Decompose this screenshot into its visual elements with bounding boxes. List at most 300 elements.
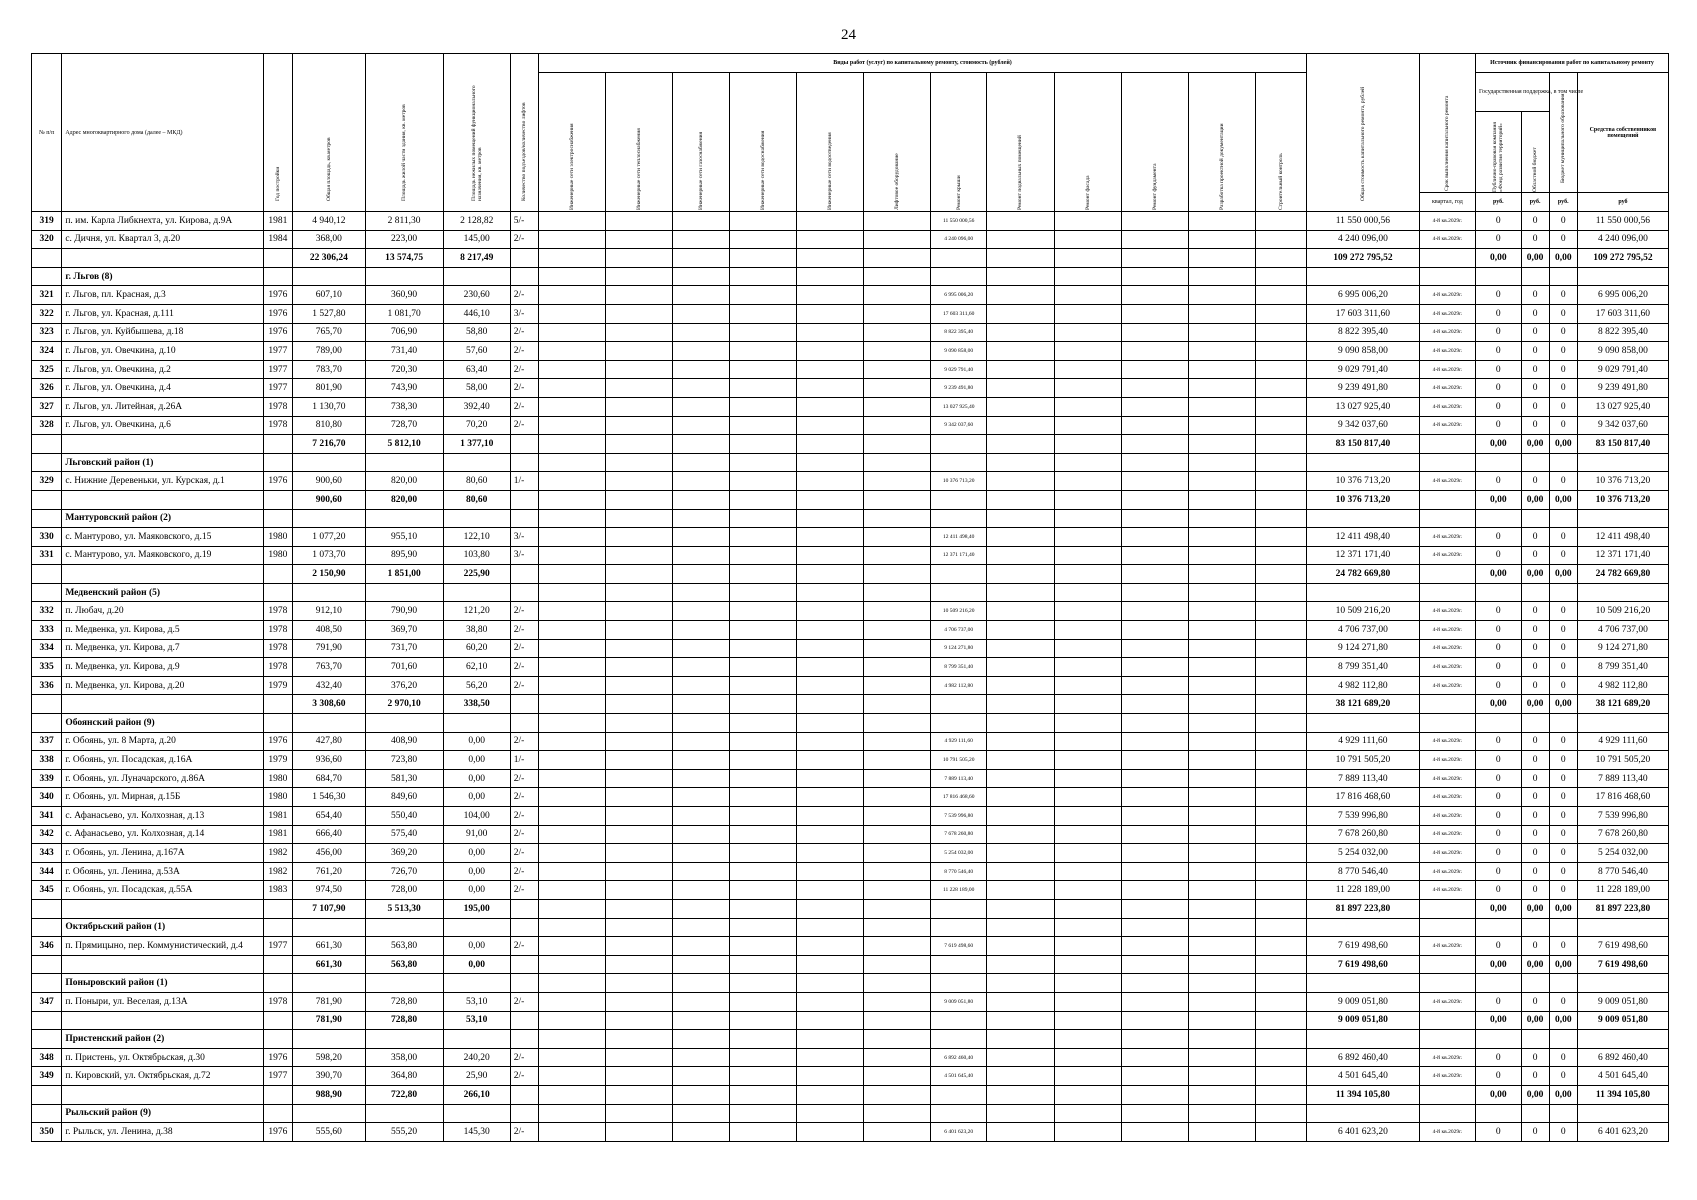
header-construction-control: Строительный контроль	[1278, 153, 1284, 210]
row-regional: 0	[1521, 881, 1549, 900]
row-nonresidential-area: 103,80	[443, 546, 510, 565]
row-floors: 2/-	[510, 807, 538, 826]
row-roof-cost: 4 982 112,80	[931, 676, 987, 695]
row-total-cost: 8 799 351,40	[1307, 658, 1420, 677]
group-row	[32, 918, 1669, 937]
row-municipal: 0	[1549, 862, 1577, 881]
subtotal-owners: 83 150 817,40	[1577, 435, 1668, 454]
row-regional: 0	[1521, 546, 1549, 565]
row-address: с. Афанасьево, ул. Колхозная, д.14	[62, 825, 263, 844]
row-total-cost: 17 816 468,60	[1307, 788, 1420, 807]
row-number: 329	[32, 472, 62, 491]
row-nonresidential-area: 0,00	[443, 732, 510, 751]
subtotal-row	[32, 899, 1669, 918]
row-roof-cost: 7 889 113,40	[931, 769, 987, 788]
row-fund: 0	[1476, 212, 1521, 231]
row-deadline: 4-й кв.2029г.	[1419, 342, 1475, 361]
subtotal-regional: 0,00	[1521, 490, 1549, 509]
row-municipal: 0	[1549, 732, 1577, 751]
row-total-area: 781,90	[293, 992, 366, 1011]
row-total-cost: 8 770 546,40	[1307, 862, 1420, 881]
row-regional: 0	[1521, 416, 1549, 435]
row-address: п. Поныри, ул. Веселая, д.13А	[62, 992, 263, 1011]
row-municipal: 0	[1549, 304, 1577, 323]
row-year: 1977	[263, 379, 292, 398]
header-facade: Ремонт фасада	[1084, 175, 1091, 210]
row-number: 338	[32, 751, 62, 770]
row-total-cost: 6 995 006,20	[1307, 286, 1420, 305]
row-municipal: 0	[1549, 286, 1577, 305]
row-fund: 0	[1476, 1048, 1521, 1067]
row-fund: 0	[1476, 992, 1521, 1011]
row-nonresidential-area: 0,00	[443, 862, 510, 881]
row-regional: 0	[1521, 769, 1549, 788]
row-floors: 2/-	[510, 825, 538, 844]
table-row	[32, 1067, 1669, 1086]
row-owners: 6 401 623,20	[1577, 1123, 1668, 1142]
row-number: 343	[32, 844, 62, 863]
subtotal-fund: 0,00	[1476, 1085, 1521, 1104]
row-number: 340	[32, 788, 62, 807]
row-floors: 2/-	[510, 286, 538, 305]
subtotal-residential-area: 5 812,10	[365, 435, 443, 454]
row-total-cost: 10 376 713,20	[1307, 472, 1420, 491]
row-floors: 2/-	[510, 1067, 538, 1086]
row-fund: 0	[1476, 658, 1521, 677]
row-total-area: 408,50	[293, 621, 366, 640]
subtotal-owners: 11 394 105,80	[1577, 1085, 1668, 1104]
row-owners: 9 009 051,80	[1577, 992, 1668, 1011]
subtotal-nonresidential-area: 195,00	[443, 899, 510, 918]
row-municipal: 0	[1549, 751, 1577, 770]
row-floors: 3/-	[510, 528, 538, 547]
row-municipal: 0	[1549, 639, 1577, 658]
row-residential-area: 790,90	[365, 602, 443, 621]
row-address: г. Обоянь, ул. Ленина, д.167А	[62, 844, 263, 863]
row-address: с. Мантурово, ул. Маяковского, д.19	[62, 546, 263, 565]
row-regional: 0	[1521, 379, 1549, 398]
row-deadline: 4-й кв.2029г.	[1419, 937, 1475, 956]
row-deadline: 4-й кв.2029г.	[1419, 360, 1475, 379]
group-label: Льговский район (1)	[62, 453, 263, 472]
row-floors: 2/-	[510, 230, 538, 249]
subtotal-total-area: 7 107,90	[293, 899, 366, 918]
row-floors: 2/-	[510, 788, 538, 807]
row-total-cost: 8 822 395,40	[1307, 323, 1420, 342]
subtotal-owners: 109 272 795,52	[1577, 249, 1668, 268]
row-floors: 2/-	[510, 881, 538, 900]
row-residential-area: 728,70	[365, 416, 443, 435]
row-year: 1978	[263, 992, 292, 1011]
subtotal-fund: 0,00	[1476, 899, 1521, 918]
row-deadline: 4-й кв.2029г.	[1419, 769, 1475, 788]
subtotal-cost: 9 009 051,80	[1307, 1011, 1420, 1030]
row-owners: 12 411 498,40	[1577, 528, 1668, 547]
row-deadline: 4-й кв.2029г.	[1419, 844, 1475, 863]
row-fund: 0	[1476, 286, 1521, 305]
row-floors: 2/-	[510, 602, 538, 621]
row-roof-cost: 12 371 171,40	[931, 546, 987, 565]
subtotal-municipal: 0,00	[1549, 695, 1577, 714]
row-owners: 17 603 311,60	[1577, 304, 1668, 323]
table-row	[32, 881, 1669, 900]
table-body	[32, 212, 1669, 1142]
row-number: 347	[32, 992, 62, 1011]
row-owners: 9 239 491,80	[1577, 379, 1668, 398]
row-total-cost: 12 371 171,40	[1307, 546, 1420, 565]
row-roof-cost: 9 009 051,80	[931, 992, 987, 1011]
group-row	[32, 1030, 1669, 1049]
subtotal-fund: 0,00	[1476, 490, 1521, 509]
row-deadline: 4-й кв.2029г.	[1419, 528, 1475, 547]
row-municipal: 0	[1549, 360, 1577, 379]
row-fund: 0	[1476, 862, 1521, 881]
subtotal-cost: 109 272 795,52	[1307, 249, 1420, 268]
subtotal-owners: 81 897 223,80	[1577, 899, 1668, 918]
row-year: 1978	[263, 397, 292, 416]
row-address: п. Пристень, ул. Октябрьская, д.30	[62, 1048, 263, 1067]
row-municipal: 0	[1549, 937, 1577, 956]
row-regional: 0	[1521, 639, 1549, 658]
header-unit-fund: руб.	[1476, 193, 1521, 212]
row-owners: 10 791 505,20	[1577, 751, 1668, 770]
row-address: г. Льгов, ул. Красная, д.111	[62, 304, 263, 323]
subtotal-fund: 0,00	[1476, 1011, 1521, 1030]
header-residential-area: Площадь жилой части здания, кв. метров	[401, 103, 408, 201]
row-total-area: 783,70	[293, 360, 366, 379]
row-number: 350	[32, 1123, 62, 1142]
subtotal-cost: 81 897 223,80	[1307, 899, 1420, 918]
row-nonresidential-area: 63,40	[443, 360, 510, 379]
row-total-area: 666,40	[293, 825, 366, 844]
table-row	[32, 844, 1669, 863]
row-municipal: 0	[1549, 602, 1577, 621]
row-roof-cost: 10 791 505,20	[931, 751, 987, 770]
row-total-area: 607,10	[293, 286, 366, 305]
row-fund: 0	[1476, 881, 1521, 900]
row-fund: 0	[1476, 397, 1521, 416]
row-municipal: 0	[1549, 416, 1577, 435]
row-residential-area: 738,30	[365, 397, 443, 416]
row-total-area: 432,40	[293, 676, 366, 695]
row-municipal: 0	[1549, 676, 1577, 695]
row-municipal: 0	[1549, 1048, 1577, 1067]
row-floors: 2/-	[510, 360, 538, 379]
header-total-area: Общая площадь, кв.метров	[325, 136, 332, 201]
row-total-cost: 6 401 623,20	[1307, 1123, 1420, 1142]
row-number: 335	[32, 658, 62, 677]
row-municipal: 0	[1549, 881, 1577, 900]
row-year: 1976	[263, 1048, 292, 1067]
row-nonresidential-area: 80,60	[443, 472, 510, 491]
row-deadline: 4-й кв.2029г.	[1419, 732, 1475, 751]
row-year: 1976	[263, 1123, 292, 1142]
row-deadline: 4-й кв.2029г.	[1419, 546, 1475, 565]
row-total-cost: 10 791 505,20	[1307, 751, 1420, 770]
table-row	[32, 212, 1669, 231]
row-fund: 0	[1476, 342, 1521, 361]
row-fund: 0	[1476, 230, 1521, 249]
row-residential-area: 720,30	[365, 360, 443, 379]
row-floors: 3/-	[510, 546, 538, 565]
row-nonresidential-area: 2 128,82	[443, 212, 510, 231]
table-row	[32, 528, 1669, 547]
row-number: 332	[32, 602, 62, 621]
row-owners: 11 550 000,56	[1577, 212, 1668, 231]
row-roof-cost: 8 822 395,40	[931, 323, 987, 342]
row-roof-cost: 6 401 623,20	[931, 1123, 987, 1142]
row-deadline: 4-й кв.2029г.	[1419, 1123, 1475, 1142]
row-floors: 2/-	[510, 639, 538, 658]
subtotal-regional: 0,00	[1521, 695, 1549, 714]
row-year: 1982	[263, 844, 292, 863]
row-floors: 2/-	[510, 323, 538, 342]
row-year: 1976	[263, 732, 292, 751]
table-row	[32, 1048, 1669, 1067]
row-deadline: 4-й кв.2029г.	[1419, 472, 1475, 491]
row-regional: 0	[1521, 1123, 1549, 1142]
row-year: 1981	[263, 212, 292, 231]
table-row	[32, 304, 1669, 323]
row-number: 349	[32, 1067, 62, 1086]
row-total-cost: 9 090 858,00	[1307, 342, 1420, 361]
table-row	[32, 769, 1669, 788]
row-year: 1979	[263, 751, 292, 770]
row-nonresidential-area: 446,10	[443, 304, 510, 323]
row-nonresidential-area: 0,00	[443, 751, 510, 770]
row-total-cost: 4 240 096,00	[1307, 230, 1420, 249]
row-roof-cost: 17 816 468,60	[931, 788, 987, 807]
row-floors: 2/-	[510, 397, 538, 416]
subtotal-municipal: 0,00	[1549, 249, 1577, 268]
row-deadline: 4-й кв.2029г.	[1419, 602, 1475, 621]
header-electric: Инженерные сети электроснабжения	[568, 123, 575, 210]
row-residential-area: 223,00	[365, 230, 443, 249]
row-total-cost: 10 509 216,20	[1307, 602, 1420, 621]
row-nonresidential-area: 57,60	[443, 342, 510, 361]
table-row	[32, 230, 1669, 249]
subtotal-row	[32, 490, 1669, 509]
table-row	[32, 807, 1669, 826]
row-regional: 0	[1521, 732, 1549, 751]
row-number: 342	[32, 825, 62, 844]
header-unit-owners: руб	[1577, 193, 1668, 212]
row-number: 322	[32, 304, 62, 323]
header-gov-support: Государственная поддержка, в том числе	[1476, 73, 1550, 112]
subtotal-total-area: 900,60	[293, 490, 366, 509]
subtotal-regional: 0,00	[1521, 249, 1549, 268]
row-regional: 0	[1521, 1048, 1549, 1067]
subtotal-nonresidential-area: 0,00	[443, 955, 510, 974]
subtotal-nonresidential-area: 53,10	[443, 1011, 510, 1030]
row-address: г. Обоянь, ул. Посадская, д.16А	[62, 751, 263, 770]
row-municipal: 0	[1549, 546, 1577, 565]
row-year: 1977	[263, 1067, 292, 1086]
row-owners: 4 706 737,00	[1577, 621, 1668, 640]
subtotal-municipal: 0,00	[1549, 435, 1577, 454]
row-total-area: 654,40	[293, 807, 366, 826]
row-deadline: 4-й кв.2029г.	[1419, 286, 1475, 305]
table-row	[32, 360, 1669, 379]
row-owners: 8 822 395,40	[1577, 323, 1668, 342]
subtotal-residential-area: 5 513,30	[365, 899, 443, 918]
header-total-cost: Общая стоимость капитального ремонта, рублей	[1359, 86, 1366, 201]
row-number: 339	[32, 769, 62, 788]
subtotal-owners: 38 121 689,20	[1577, 695, 1668, 714]
row-regional: 0	[1521, 342, 1549, 361]
subtotal-regional: 0,00	[1521, 565, 1549, 584]
row-address: г. Рыльск, ул. Ленина, д.38	[62, 1123, 263, 1142]
row-address: с. Нижние Деревеньки, ул. Курская, д.1	[62, 472, 263, 491]
row-owners: 4 501 645,40	[1577, 1067, 1668, 1086]
row-address: г. Льгов, ул. Литейная, д.26А	[62, 397, 263, 416]
row-floors: 3/-	[510, 304, 538, 323]
row-deadline: 4-й кв.2029г.	[1419, 230, 1475, 249]
table-row	[32, 342, 1669, 361]
row-regional: 0	[1521, 360, 1549, 379]
row-regional: 0	[1521, 844, 1549, 863]
row-total-area: 789,00	[293, 342, 366, 361]
table-row	[32, 992, 1669, 1011]
row-number: 321	[32, 286, 62, 305]
header-address: Адрес многоквартирного дома (далее – МКД)	[62, 54, 263, 212]
subtotal-row	[32, 1011, 1669, 1030]
row-total-cost: 11 228 189,00	[1307, 881, 1420, 900]
row-municipal: 0	[1549, 472, 1577, 491]
row-roof-cost: 10 376 713,20	[931, 472, 987, 491]
table-row	[32, 862, 1669, 881]
row-floors: 2/-	[510, 416, 538, 435]
header-municipal: Бюджет муниципального образования	[1560, 93, 1567, 183]
table-row	[32, 379, 1669, 398]
row-residential-area: 723,80	[365, 751, 443, 770]
row-floors: 2/-	[510, 1123, 538, 1142]
subtotal-municipal: 0,00	[1549, 899, 1577, 918]
row-municipal: 0	[1549, 212, 1577, 231]
row-address: г. Льгов, ул. Овечкина, д.10	[62, 342, 263, 361]
row-address: г. Обоянь, ул. Мирная, д.15Б	[62, 788, 263, 807]
row-fund: 0	[1476, 825, 1521, 844]
row-owners: 12 371 171,40	[1577, 546, 1668, 565]
header-fund: Публично-правовая компания «Фонд развития территорий»	[1492, 122, 1505, 192]
row-owners: 10 376 713,20	[1577, 472, 1668, 491]
header-regional: Областной бюджет	[1532, 147, 1539, 192]
row-residential-area: 731,40	[365, 342, 443, 361]
row-number: 324	[32, 342, 62, 361]
row-residential-area: 563,80	[365, 937, 443, 956]
row-nonresidential-area: 91,00	[443, 825, 510, 844]
header-gas: Инженерные сети газоснабжения	[697, 131, 704, 210]
row-year: 1980	[263, 546, 292, 565]
table-row	[32, 825, 1669, 844]
row-residential-area: 575,40	[365, 825, 443, 844]
header-foundation: Ремонт фундамента	[1151, 163, 1158, 210]
row-year: 1983	[263, 881, 292, 900]
header-design-docs: Разработка проектной документации	[1218, 123, 1225, 210]
row-number: 319	[32, 212, 62, 231]
row-fund: 0	[1476, 751, 1521, 770]
row-fund: 0	[1476, 546, 1521, 565]
row-number: 323	[32, 323, 62, 342]
row-number: 327	[32, 397, 62, 416]
row-total-cost: 12 411 498,40	[1307, 528, 1420, 547]
row-number: 337	[32, 732, 62, 751]
row-regional: 0	[1521, 472, 1549, 491]
row-regional: 0	[1521, 528, 1549, 547]
row-number: 336	[32, 676, 62, 695]
subtotal-nonresidential-area: 8 217,49	[443, 249, 510, 268]
row-fund: 0	[1476, 528, 1521, 547]
row-number: 330	[32, 528, 62, 547]
row-total-area: 4 940,12	[293, 212, 366, 231]
row-deadline: 4-й кв.2029г.	[1419, 621, 1475, 640]
row-residential-area: 1 081,70	[365, 304, 443, 323]
row-nonresidential-area: 58,80	[443, 323, 510, 342]
row-address: п. Прямицыно, пер. Коммунистический, д.4	[62, 937, 263, 956]
row-roof-cost: 9 124 271,80	[931, 639, 987, 658]
row-floors: 1/-	[510, 472, 538, 491]
row-municipal: 0	[1549, 379, 1577, 398]
row-nonresidential-area: 104,00	[443, 807, 510, 826]
group-row	[32, 714, 1669, 733]
group-label: Обоянский район (9)	[62, 714, 263, 733]
subtotal-total-area: 3 308,60	[293, 695, 366, 714]
row-nonresidential-area: 0,00	[443, 844, 510, 863]
subtotal-residential-area: 820,00	[365, 490, 443, 509]
row-roof-cost: 9 090 858,00	[931, 342, 987, 361]
row-deadline: 4-й кв.2029г.	[1419, 825, 1475, 844]
row-year: 1977	[263, 937, 292, 956]
row-address: г. Льгов, ул. Куйбышева, д.18	[62, 323, 263, 342]
group-label: Медвенский район (5)	[62, 583, 263, 602]
row-municipal: 0	[1549, 1067, 1577, 1086]
page-number: 24	[841, 27, 856, 43]
row-year: 1978	[263, 639, 292, 658]
table-row	[32, 286, 1669, 305]
row-regional: 0	[1521, 1067, 1549, 1086]
row-nonresidential-area: 38,80	[443, 621, 510, 640]
row-fund: 0	[1476, 621, 1521, 640]
capital-repair-table	[31, 53, 1669, 1142]
table-row	[32, 397, 1669, 416]
row-total-cost: 17 603 311,60	[1307, 304, 1420, 323]
row-nonresidential-area: 56,20	[443, 676, 510, 695]
subtotal-fund: 0,00	[1476, 565, 1521, 584]
row-municipal: 0	[1549, 844, 1577, 863]
row-number: 326	[32, 379, 62, 398]
row-nonresidential-area: 121,20	[443, 602, 510, 621]
row-deadline: 4-й кв.2029г.	[1419, 807, 1475, 826]
row-municipal: 0	[1549, 825, 1577, 844]
row-roof-cost: 12 411 498,40	[931, 528, 987, 547]
row-number: 344	[32, 862, 62, 881]
row-owners: 7 619 498,60	[1577, 937, 1668, 956]
row-roof-cost: 11 228 189,00	[931, 881, 987, 900]
subtotal-regional: 0,00	[1521, 899, 1549, 918]
row-residential-area: 358,00	[365, 1048, 443, 1067]
row-nonresidential-area: 62,10	[443, 658, 510, 677]
row-fund: 0	[1476, 379, 1521, 398]
subtotal-total-area: 2 150,90	[293, 565, 366, 584]
subtotal-nonresidential-area: 225,90	[443, 565, 510, 584]
row-owners: 4 240 096,00	[1577, 230, 1668, 249]
row-owners: 9 090 858,00	[1577, 342, 1668, 361]
table-row	[32, 546, 1669, 565]
row-municipal: 0	[1549, 658, 1577, 677]
row-total-cost: 4 929 111,60	[1307, 732, 1420, 751]
header-unit-municipal: руб.	[1549, 193, 1577, 212]
row-roof-cost: 5 254 032,00	[931, 844, 987, 863]
